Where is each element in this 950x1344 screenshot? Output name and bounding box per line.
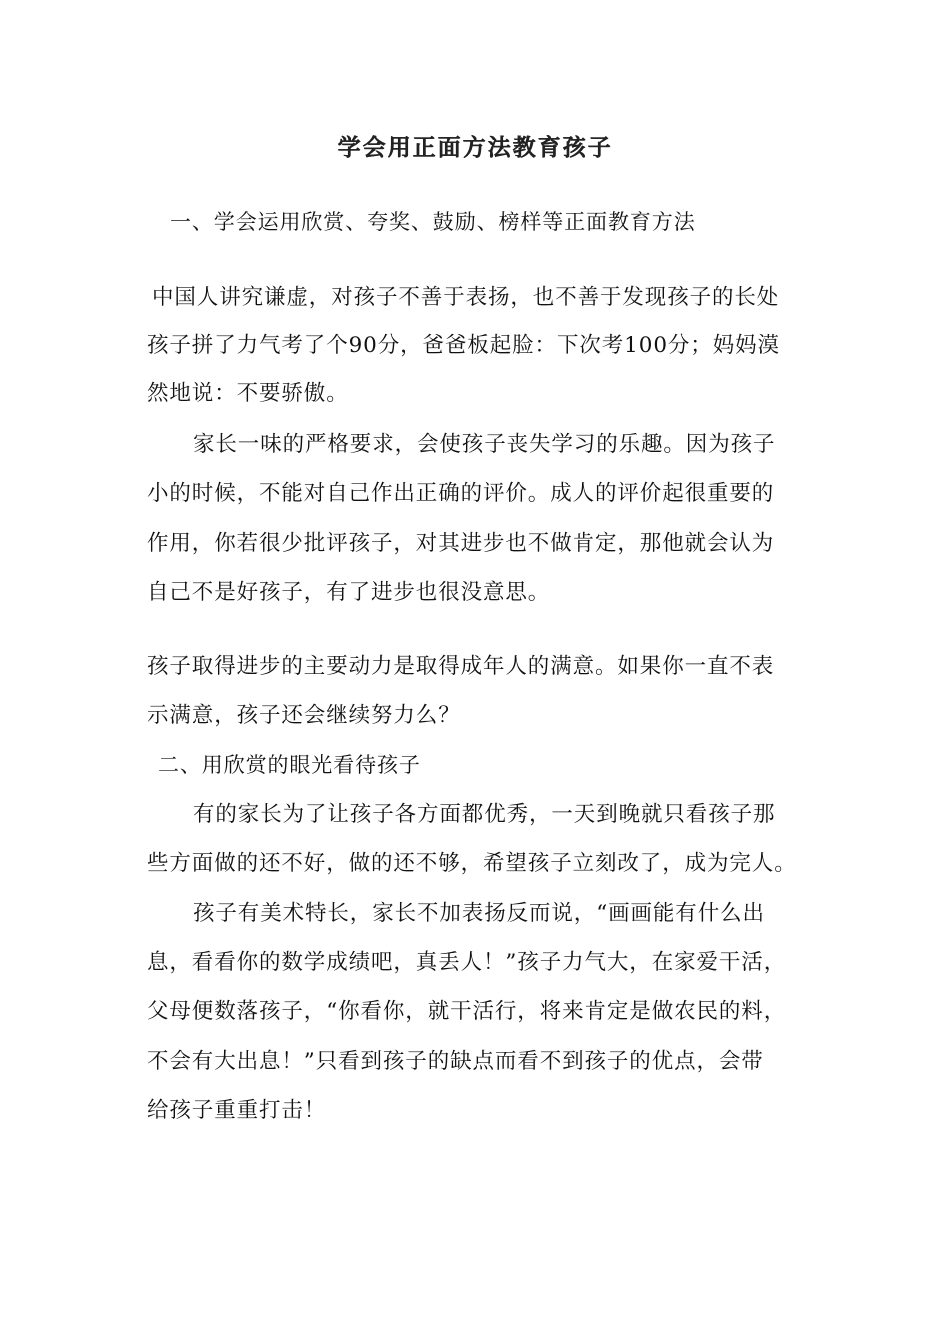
paragraph-line: 孩子有美术特长，家长不加表扬反而说，“画画能有什么出	[193, 901, 765, 926]
paragraph-line: 父母便数落孩子，“你看你，就干活行，将来肯定是做农民的料，	[147, 999, 787, 1024]
paragraph-line: 不会有大出息！”只看到孩子的缺点而看不到孩子的优点，会带	[147, 1049, 764, 1074]
paragraph-line: 孩子拼了力气考了个90分，爸爸板起脸：下次考100分；妈妈漠	[147, 333, 780, 358]
paragraph-line: 示满意，孩子还会继续努力么？	[147, 703, 461, 728]
paragraph-line: 作用，你若很少批评孩子，对其进步也不做肯定，那他就会认为	[147, 531, 775, 556]
paragraph-line: 中国人讲究谦虚，对孩子不善于表扬，也不善于发现孩子的长处	[152, 285, 780, 310]
section-heading-1: 一、学会运用欣赏、夸奖、鼓励、榜样等正面教育方法	[170, 210, 696, 234]
paragraph-line: 家长一味的严格要求，会使孩子丧失学习的乐趣。因为孩子	[193, 432, 776, 457]
paragraph-line: 然地说：不要骄傲。	[147, 381, 349, 406]
paragraph-line: 孩子取得进步的主要动力是取得成年人的满意。如果你一直不表	[147, 654, 775, 679]
paragraph-line: 息，看看你的数学成绩吧，真丢人！”孩子力气大，在家爱干活，	[147, 950, 787, 975]
paragraph-line: 给孩子重重打击！	[147, 1098, 327, 1123]
paragraph-line: 小的时候，不能对自己作出正确的评价。成人的评价起很重要的	[147, 481, 775, 506]
document-title: 学会用正面方法教育孩子	[337, 134, 613, 161]
paragraph-line: 自己不是好孩子，有了进步也很没意思。	[147, 580, 551, 605]
section-heading-2: 二、用欣赏的眼光看待孩子	[158, 753, 421, 777]
paragraph-line: 些方面做的还不好，做的还不够，希望孩子立刻改了，成为完人。	[147, 851, 797, 876]
paragraph-line: 有的家长为了让孩子各方面都优秀，一天到晚就只看孩子那	[193, 802, 776, 827]
